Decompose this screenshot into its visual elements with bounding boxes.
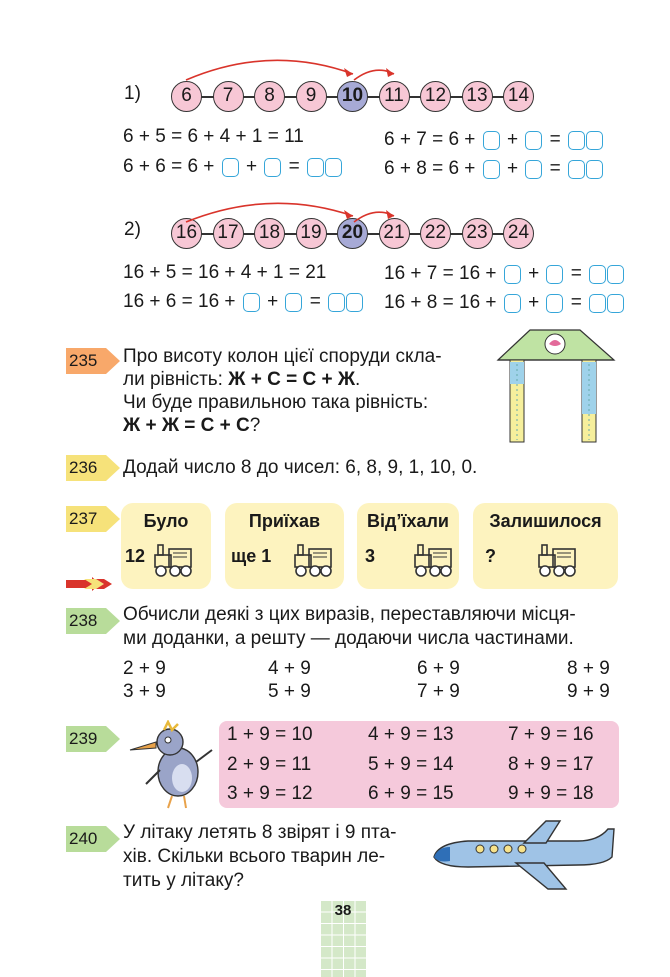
- sum: 9 + 9 = 18: [508, 783, 594, 804]
- jump-arrows-1: [0, 0, 670, 120]
- answer-box-double[interactable]: [568, 131, 603, 150]
- task-number-240: 240: [66, 826, 122, 852]
- number-circle: 23: [462, 218, 493, 249]
- answer-box-double[interactable]: [589, 294, 624, 313]
- task-236-text: Додай число 8 до чисел: 6, 8, 9, 1, 10, 0.: [123, 457, 478, 478]
- expr: 3 + 9: [123, 681, 166, 702]
- answer-box[interactable]: [243, 293, 260, 312]
- train-icon: [411, 539, 453, 579]
- number-circle: 6: [171, 81, 202, 112]
- number-circle: 19: [296, 218, 327, 249]
- answer-box[interactable]: [264, 158, 281, 177]
- task-number-238: 238: [66, 608, 122, 634]
- jump-arrows-2: [0, 180, 670, 240]
- number-circle: 22: [420, 218, 451, 249]
- number-circle: 12: [420, 81, 451, 112]
- part1-label: 1): [124, 83, 141, 104]
- task-number-236: 236: [66, 455, 122, 481]
- answer-box[interactable]: [285, 293, 302, 312]
- answer-box[interactable]: [525, 160, 542, 179]
- expr: 7 + 9: [417, 681, 460, 702]
- eq-2-left-1: 16 + 5 = 16 + 4 + 1 = 21: [123, 262, 327, 283]
- building-illustration: [490, 326, 620, 446]
- sum: 7 + 9 = 16: [508, 724, 594, 745]
- bird-illustration: [120, 720, 216, 810]
- task-235-line-3: Чи буде правильною така рівність:: [123, 392, 429, 413]
- number-circle: 8: [254, 81, 285, 112]
- eq-1-left-1: 6 + 5 = 6 + 4 + 1 = 11: [123, 126, 304, 147]
- answer-box[interactable]: [483, 160, 500, 179]
- number-circle: 21: [379, 218, 410, 249]
- airplane-illustration: [428, 817, 618, 892]
- sum: 1 + 9 = 10: [227, 724, 313, 745]
- eq-2-left-2: 16 + 6 = 16 + + =: [123, 290, 363, 314]
- expr: 9 + 9: [567, 681, 610, 702]
- eq-1-left-2: 6 + 6 = 6 + + =: [123, 155, 342, 179]
- sum: 3 + 9 = 12: [227, 783, 313, 804]
- sum: 4 + 9 = 13: [368, 724, 454, 745]
- train-icon: [151, 539, 193, 579]
- number-circle: 17: [213, 218, 244, 249]
- answer-box[interactable]: [546, 294, 563, 313]
- number-circle: 24: [503, 218, 534, 249]
- sum: 5 + 9 = 14: [368, 754, 454, 775]
- task-235-line-4: Ж + Ж = С + С?: [123, 415, 261, 436]
- task-number-237: 237: [66, 506, 122, 532]
- number-circle: 13: [462, 81, 493, 112]
- expr: 5 + 9: [268, 681, 311, 702]
- page-number: 38: [334, 902, 352, 919]
- task-number-239: 239: [66, 726, 122, 752]
- number-circle: 20: [337, 218, 368, 249]
- task-240-line-3: тить у літаку?: [123, 870, 244, 891]
- train-icon: [535, 539, 577, 579]
- sum: 8 + 9 = 17: [508, 754, 594, 775]
- eq-1-right-2: 6 + 8 = 6 + + =: [384, 157, 603, 181]
- expr: 2 + 9: [123, 658, 166, 679]
- sum: 6 + 9 = 15: [368, 783, 454, 804]
- task-238-line-2: ми доданки, а решту — додаючи числа частинами.: [123, 628, 574, 649]
- answer-box[interactable]: [504, 265, 521, 284]
- number-circle: 14: [503, 81, 534, 112]
- number-circle: 16: [171, 218, 202, 249]
- train-icon: [291, 539, 333, 579]
- answer-box[interactable]: [504, 294, 521, 313]
- answer-box[interactable]: [525, 131, 542, 150]
- card-vidikhaly: Від’їхали 3: [357, 503, 459, 589]
- expr: 4 + 9: [268, 658, 311, 679]
- task-240-line-1: У літаку летять 8 звірят і 9 пта-: [123, 822, 397, 843]
- eq-1-right-1: 6 + 7 = 6 + + =: [384, 128, 603, 152]
- card-zalyshylosia: Залишилося ?: [473, 503, 618, 589]
- expr: 6 + 9: [417, 658, 460, 679]
- eq-2-right-2: 16 + 8 = 16 + + =: [384, 291, 624, 315]
- number-circle: 18: [254, 218, 285, 249]
- number-circle: 10: [337, 81, 368, 112]
- expr: 8 + 9: [567, 658, 610, 679]
- answer-box[interactable]: [483, 131, 500, 150]
- double-arrow-icon: [66, 577, 112, 591]
- task-number-235: 235: [66, 348, 122, 374]
- answer-box-double[interactable]: [328, 293, 363, 312]
- part2-label: 2): [124, 219, 141, 240]
- answer-box[interactable]: [546, 265, 563, 284]
- number-circle: 7: [213, 81, 244, 112]
- task-235-line-2: ли рівність: Ж + С = С + Ж.: [123, 369, 361, 390]
- sum: 2 + 9 = 11: [227, 754, 312, 775]
- eq-2-right-1: 16 + 7 = 16 + + =: [384, 262, 624, 286]
- number-circle: 11: [379, 81, 410, 112]
- answer-box-double[interactable]: [307, 158, 342, 177]
- answer-box[interactable]: [222, 158, 239, 177]
- task-240-line-2: хів. Скільки всього тварин ле-: [123, 846, 386, 867]
- task-235-line-1: Про висоту колон цієї споруди скла-: [123, 346, 442, 367]
- task-238-line-1: Обчисли деякі з цих виразів, переставляючи місця-: [123, 604, 576, 625]
- answer-box-double[interactable]: [589, 265, 624, 284]
- card-bulo: Було 12: [121, 503, 211, 589]
- number-circle: 9: [296, 81, 327, 112]
- answer-box-double[interactable]: [568, 160, 603, 179]
- card-pryikhav: Приїхав ще 1: [225, 503, 344, 589]
